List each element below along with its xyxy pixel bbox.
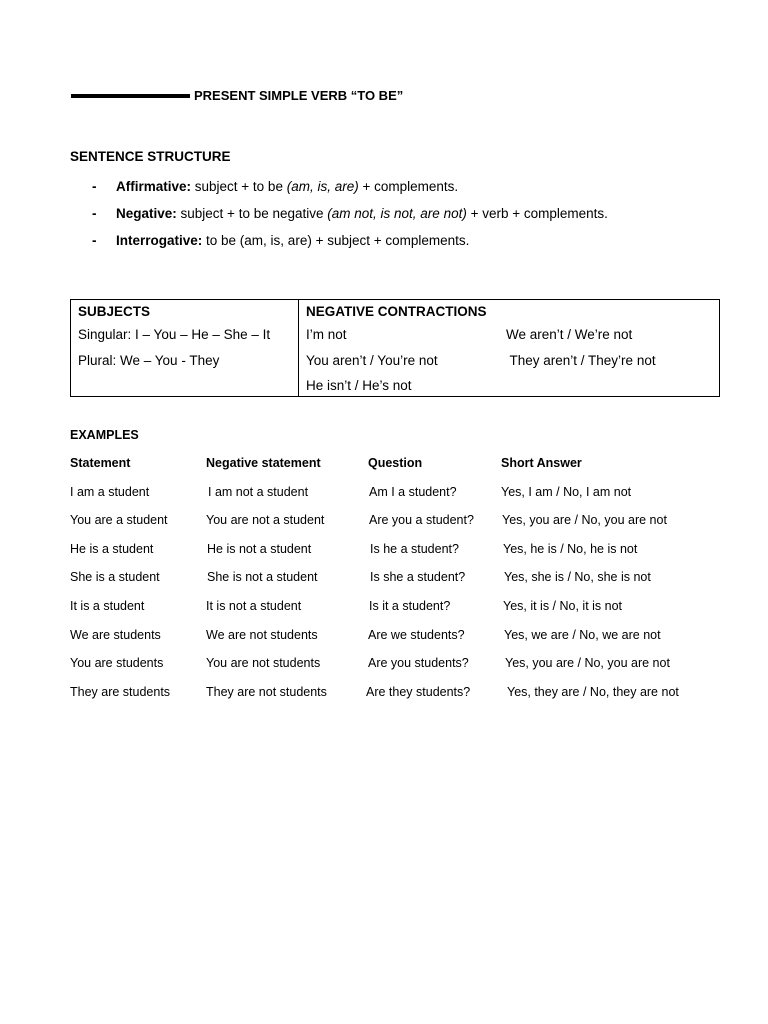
structure-item-interrogative (92, 233, 608, 260)
bullet-dash: - (92, 233, 97, 248)
table-row (71, 321, 720, 348)
title-row (71, 88, 403, 103)
example-question: Are they students? (366, 684, 471, 699)
table-cell: You aren’t / You’re not (306, 353, 438, 369)
example-negative: I am not a student (208, 484, 309, 499)
example-short-answer: Yes, he is / No, he is not (503, 541, 638, 556)
example-short-answer: Yes, she is / No, she is not (504, 570, 651, 585)
example-statement: I am a student (70, 484, 150, 499)
column-header-statement: Statement (70, 456, 131, 470)
table-cell (499, 374, 720, 397)
example-short-answer: Yes, I am / No, I am not (501, 484, 632, 499)
example-short-answer: Yes, you are / No, you are not (502, 513, 667, 528)
table-cell: We aren’t / We’re not (506, 326, 633, 342)
table-header-cell (499, 300, 720, 322)
example-statement: He is a student (70, 541, 154, 556)
example-statement: You are a student (70, 513, 168, 528)
example-statement: She is a student (70, 570, 160, 585)
example-negative: He is not a student (207, 541, 312, 556)
table-cell: He isn’t / He’s not (306, 377, 412, 393)
example-negative: They are not students (206, 684, 327, 699)
example-question: Are you a student? (369, 513, 474, 528)
example-question: Is it a student? (369, 598, 451, 613)
structure-italic: (am not, is not, are not) (327, 206, 467, 221)
table-cell: They aren’t / They’re not (506, 353, 656, 369)
table-header-cell: SUBJECTS (71, 300, 299, 322)
structure-label: Negative: (116, 206, 177, 221)
table-row (71, 374, 720, 397)
page-title: PRESENT SIMPLE VERB “TO BE” (194, 88, 404, 103)
example-short-answer: Yes, we are / No, we are not (504, 627, 661, 642)
structure-item-affirmative (92, 179, 608, 206)
example-short-answer: Yes, you are / No, you are not (505, 656, 670, 671)
example-statement: They are students (70, 684, 171, 699)
sentence-structure-heading: SENTENCE STRUCTURE (70, 149, 231, 164)
structure-label: Interrogative: (116, 233, 203, 248)
column-header-negative: Negative statement (206, 456, 321, 470)
contractions-table (70, 299, 720, 397)
structure-text (116, 233, 469, 248)
example-statement: It is a student (70, 598, 145, 613)
structure-text (116, 206, 608, 221)
structure-list (92, 179, 608, 260)
example-negative: She is not a student (207, 570, 318, 585)
table-cell: I’m not (306, 326, 347, 342)
examples-heading: EXAMPLES (70, 428, 139, 442)
example-negative: You are not students (206, 656, 321, 671)
table-cell: Plural: We – You - They (71, 348, 299, 375)
example-question: Is he a student? (370, 541, 459, 556)
table-cell (71, 374, 299, 397)
structure-text (116, 179, 458, 194)
example-question: Are we students? (368, 627, 465, 642)
example-negative: It is not a student (206, 598, 302, 613)
structure-italic: (am, is, are) (286, 179, 359, 194)
example-negative: You are not a student (206, 513, 325, 528)
example-negative: We are not students (206, 627, 318, 642)
example-statement: We are students (70, 627, 161, 642)
title-rule (71, 94, 190, 98)
bullet-dash: - (92, 179, 97, 194)
column-header-question: Question (368, 456, 423, 470)
structure-item-negative (92, 206, 608, 233)
structure-text-part: + complements. (358, 179, 459, 194)
table-row (71, 348, 720, 375)
example-short-answer: Yes, they are / No, they are not (507, 684, 679, 699)
structure-text-part: to be (am, is, are) + subject + complements. (202, 233, 470, 248)
table-header-row (71, 300, 720, 322)
example-question: Am I a student? (369, 484, 457, 499)
structure-text-part: subject + to be (191, 179, 287, 194)
structure-text-part: + verb + complements. (466, 206, 608, 221)
example-statement: You are students (70, 656, 164, 671)
table-header-cell: NEGATIVE CONTRACTIONS (306, 303, 487, 319)
example-question: Are you students? (368, 656, 469, 671)
example-question: Is she a student? (370, 570, 466, 585)
structure-text-part: subject + to be negative (176, 206, 328, 221)
structure-label: Affirmative: (116, 179, 192, 194)
column-header-short-answer: Short Answer (501, 456, 582, 470)
table-cell: Singular: I – You – He – She – It (71, 321, 299, 348)
example-short-answer: Yes, it is / No, it is not (503, 598, 623, 613)
bullet-dash: - (92, 206, 97, 221)
